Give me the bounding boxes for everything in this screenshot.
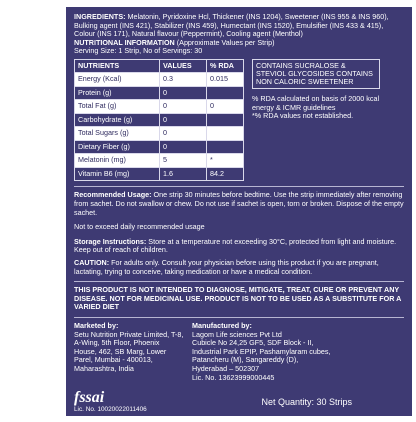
serving-size: Serving Size: 1 Strip, No of Servings: 30 — [74, 46, 203, 56]
nutrition-label: NUTRITIONAL INFORMATION — [74, 37, 175, 47]
table-row — [75, 167, 244, 181]
divider — [74, 186, 404, 187]
marketed-label: Marketed by: — [74, 321, 119, 330]
table-row — [75, 113, 244, 127]
usage-section — [74, 191, 404, 217]
ingredients-label: INGREDIENTS: — [74, 12, 126, 21]
table-row — [75, 154, 244, 168]
storage-label: Storage Instructions: — [74, 236, 147, 246]
sweetener-box: CONTAINS SUCRALOSE & STEVIOL GLYCOSIDES CONTAINS NON CALORIC SWEETENER — [252, 59, 380, 89]
header-values: VALUES — [160, 59, 207, 73]
cell-nutrient: Protein (g) — [75, 86, 160, 100]
manufactured-by — [192, 322, 402, 382]
rda-footnote: *% RDA values not established. — [252, 111, 354, 121]
cell-value: 0 — [160, 127, 207, 141]
cell-nutrient: Total Sugars (g) — [75, 127, 160, 141]
dose-note: Not to exceed daily recommended usage — [74, 222, 205, 232]
manufactured-line: Cubicle No 24,25 GF5, SDF Block - II, — [192, 338, 314, 348]
cell-rda — [207, 127, 244, 141]
cell-rda — [207, 86, 244, 100]
label-panel — [66, 7, 412, 416]
ingredients-text: Melatonin, Pyridoxine Hcl, Thickener (INS 1204), Sweetener (INS 955 & INS 960), Bulking agent (INS 421), Stabilizer (INS 459), Humectant (INS 1520), Emulsifier (INS 433 & 415), Colour (INS 171), Natural flavour (Peppermint), Cooling agent (Menthol) — [74, 12, 389, 39]
nutrition-side-notes — [252, 59, 380, 182]
rda-note: % RDA calculated on basis of 2000 kcal energy & ICMR guidelines — [252, 93, 380, 112]
cell-nutrient: Melatonin (mg) — [75, 154, 160, 168]
disclaimer: THIS PRODUCT IS NOT INTENDED TO DIAGNOSE, MITIGATE, TREAT, CURE OR PREVENT ANY DISEASE. NOT FOR MEDICINAL USE. PRODUCT IS NOT TO BE USED AS A SUBSTITUTE FOR A VARIED DIET — [74, 285, 402, 312]
usage-label: Recommended Usage: — [74, 190, 152, 200]
cell-value: 0 — [160, 113, 207, 127]
cell-rda: 84.2 — [207, 167, 244, 181]
marketed-by — [74, 322, 184, 382]
table-header-row — [75, 59, 244, 73]
cell-rda — [207, 113, 244, 127]
nutrition-table — [74, 59, 244, 182]
caution-text: For adults only. Consult your physician before using this product if you are pregnant, lactating, trying to conceive, taking medication or have a medical condition. — [74, 258, 379, 276]
cell-value: 0 — [160, 140, 207, 154]
cell-value: 0 — [160, 86, 207, 100]
header-rda: % RDA — [207, 59, 244, 73]
manufactured-line: Industrial Park EPIP, Pashamylaram cubes, — [192, 346, 331, 356]
caution-section — [74, 259, 404, 276]
cell-value: 1.6 — [160, 167, 207, 181]
fssai-logo: fssai — [74, 389, 105, 407]
cell-rda — [207, 140, 244, 154]
cell-rda: 0 — [207, 100, 244, 114]
table-row — [75, 127, 244, 141]
cell-rda: 0.015 — [207, 73, 244, 87]
manufactured-label: Manufactured by: — [192, 321, 252, 330]
caution-label: CAUTION: — [74, 258, 110, 268]
cell-nutrient: Energy (Kcal) — [75, 73, 160, 87]
marketed-text: Setu Nutrition Private Limited, T-8, A-Wing, 5th Floor, Phoenix House, 462, SB Marg, Lower Parel, Mumbai - 400013, Maharashtra, India — [74, 329, 184, 373]
nutrition-note: (Approximate Values per Strip) — [176, 37, 275, 47]
cell-value: 5 — [160, 154, 207, 168]
manufactured-line: Patancheru (M), Sangareddy (D), — [192, 355, 299, 365]
table-row — [75, 140, 244, 154]
table-row — [75, 100, 244, 114]
header-nutrients: NUTRIENTS — [75, 59, 160, 73]
table-row — [75, 73, 244, 87]
company-info — [74, 322, 404, 382]
cell-value: 0 — [160, 100, 207, 114]
cell-nutrient: Vitamin B6 (mg) — [75, 167, 160, 181]
nutrition-area — [74, 59, 404, 182]
storage-section — [74, 238, 404, 255]
divider — [74, 317, 404, 318]
table-row — [75, 86, 244, 100]
cell-rda: * — [207, 154, 244, 168]
footer — [74, 390, 404, 415]
storage-text: Store at a temperature not exceeding 30°C, protected from light and moisture. Keep out of reach of children. — [74, 236, 397, 255]
cell-nutrient: Total Fat (g) — [75, 100, 160, 114]
cell-nutrient: Carbohydrate (g) — [75, 113, 160, 127]
ingredients-section — [74, 13, 404, 39]
manufactured-line: Lagom Life sciences Pvt Ltd — [192, 329, 282, 339]
cell-nutrient: Dietary Fiber (g) — [75, 140, 160, 154]
manufactured-line: Hyderabad – 502307 — [192, 363, 260, 373]
manufactured-line: Lic. No. 13623999000445 — [192, 372, 275, 382]
cell-value: 0.3 — [160, 73, 207, 87]
usage-text: One strip 30 minutes before bedtime. Use the strip immediately after removing from sachet. Do not swallow or chew. Do not use if sachet is open, torn or broken. Dispose of the empty sachet. — [74, 190, 404, 217]
divider — [74, 281, 404, 282]
fssai-license: Lic. No. 10020022011406 — [74, 406, 147, 414]
net-quantity: Net Quantity: 30 Strips — [261, 397, 352, 408]
fssai-block — [74, 390, 147, 415]
